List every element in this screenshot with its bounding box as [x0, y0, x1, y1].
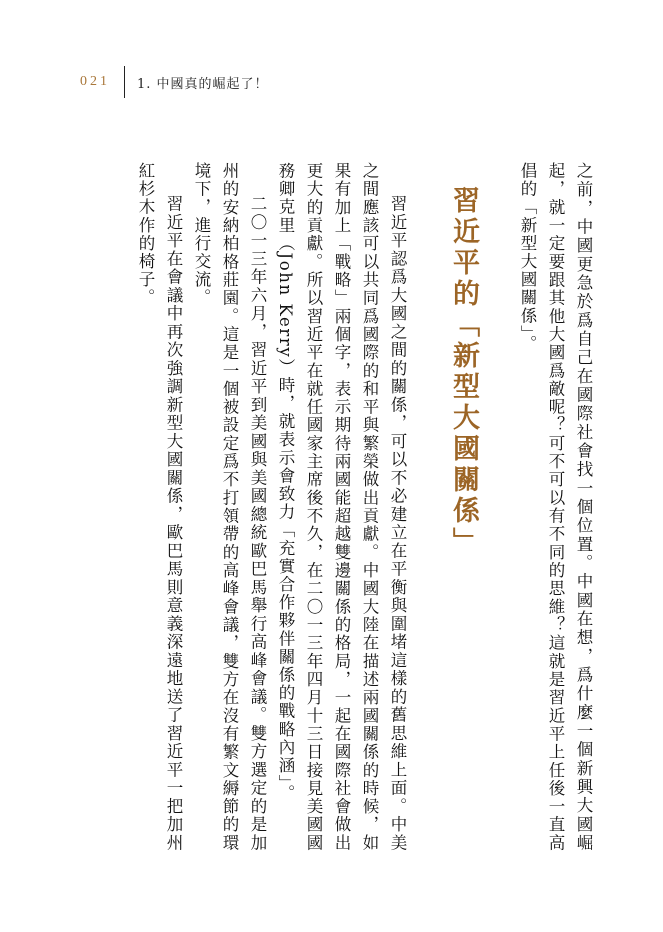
paragraph: 二〇一三年六月，習近平到美國與美國總統歐巴馬舉行高峰會議。雙方選定的是加州的安納柏格莊園。這是一個被設定爲不打領帶的高峰會議，雙方在沒有繁文縟節的環境下，進行交流。	[192, 162, 267, 852]
chapter-title: 1. 中國真的崛起了！	[137, 76, 269, 92]
paragraph-continued: 之前，中國更急於爲自己在國際社會找一個位置。中國在想，爲什麼一個新興大國崛起，就一定要跟其他大國爲敵呢？可不可以有不同的思維？這就是習近平上任後一直高倡的「新型大國關係」。	[518, 162, 593, 852]
vertical-body-text	[131, 162, 597, 852]
running-header	[80, 66, 269, 98]
paragraph: 習近平在會議中再次強調新型大國關係，歐巴馬則意義深遠地送了習近平一把加州紅杉木作的椅子。	[136, 162, 183, 852]
section-heading: 習近平的「新型大國關係」	[448, 186, 479, 558]
paragraph: 習近平認爲大國之間的關係，可以不必建立在平衡與圍堵這樣的舊思維上面。中美之間應該可以共同爲國際的和平與繁榮做出貢獻。中國大陸在描述兩國關係的時候，如果有加上「戰略」兩個字，表示期待兩國能超越雙邊關係的格局，一起在國際社會做出更大的貢獻。所以習近平在就任國家主席後不久，在二〇一三年四月十三日接見美國國務卿克里（John Kerry）時，就表示會致力「充實合作夥伴關係的戰略內涵」。	[276, 162, 407, 852]
header-divider	[124, 66, 125, 98]
page-number: 021	[80, 74, 110, 89]
